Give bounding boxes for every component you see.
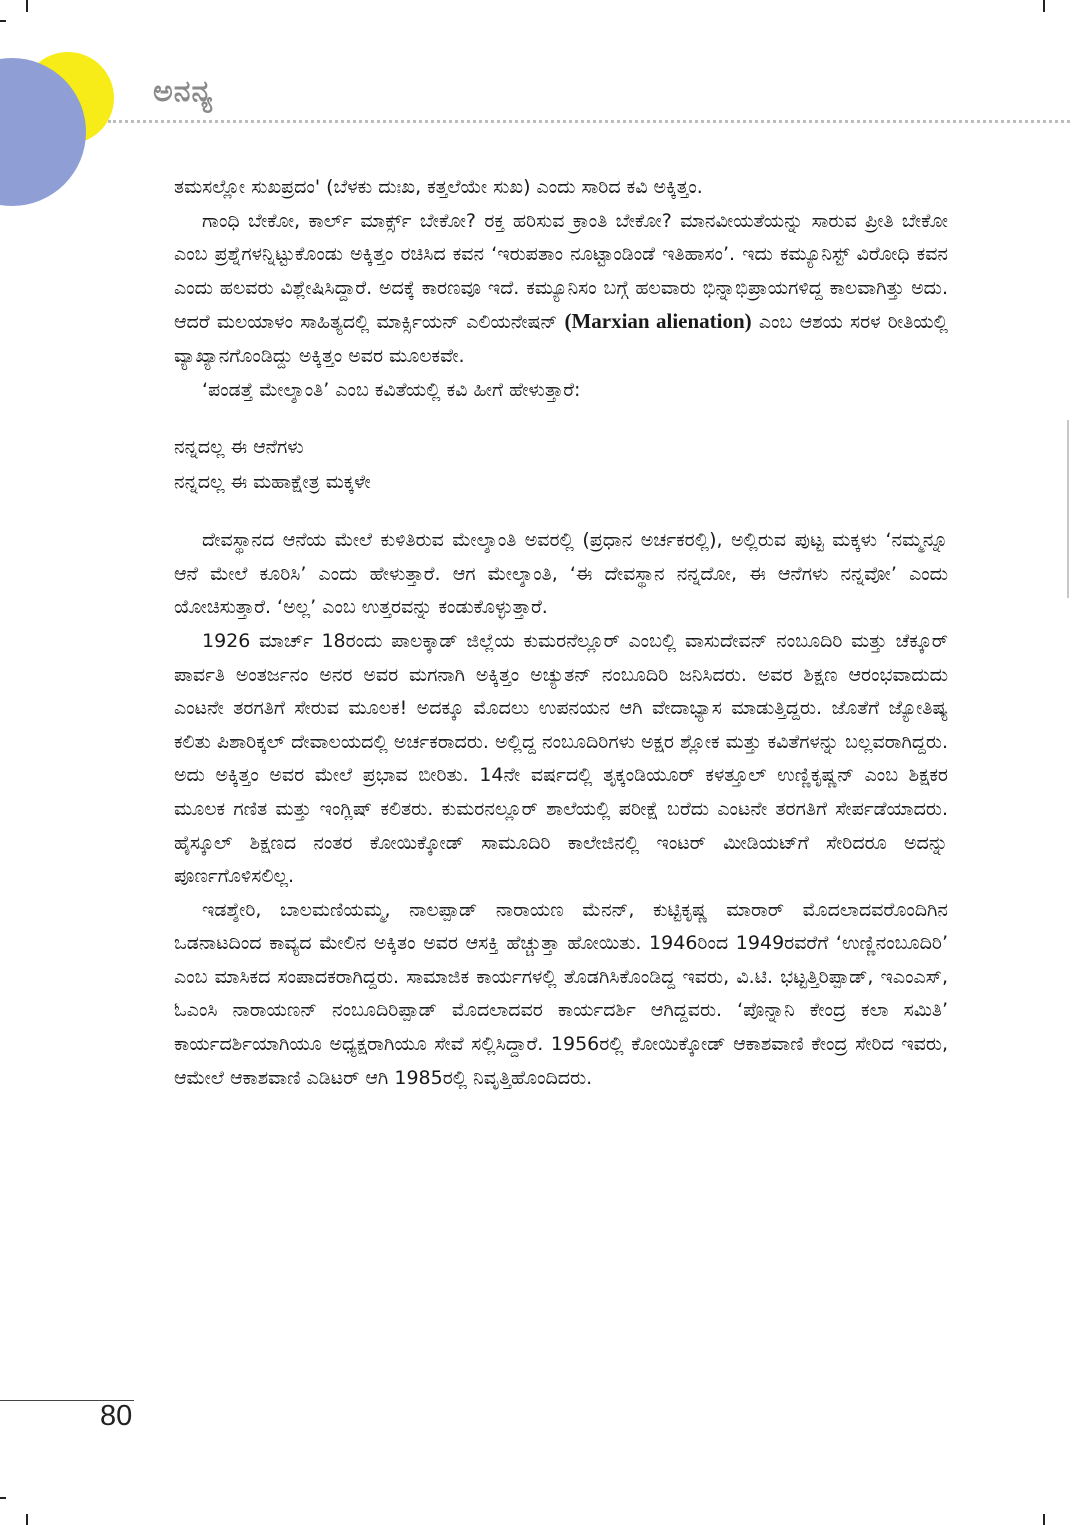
paragraph-4: ದೇವಸ್ಥಾನದ ಆನೆಯ ಮೇಲೆ ಕುಳಿತಿರುವ ಮೇಲ್ಶಾಂತಿ ಅವರಲ್ಲಿ (ಪ್ರಧಾನ ಅರ್ಚಕರಲ್ಲಿ), ಅಲ್ಲಿರುವ ಪುಟ್ಟ ಮಕ್ಕಳು ‘ನಮ್ಮನ್ನೂ ಆನೆ ಮೇಲೆ ಕೂರಿಸಿ’ ಎಂದು ಹೇಳುತ್ತಾರೆ. ಆಗ ಮೇಲ್ಶಾಂತಿ, ‘ಈ ದೇವಸ್ಥಾನ ನನ್ನದೋ, ಈ ಆನೆಗಳು ನನ್ನವೋ’ ಎಂದು ಯೋಚಿಸುತ್ತಾರೆ. ‘ಅಲ್ಲ’ ಎಂಬ ಉತ್ತರವನ್ನು ಕಂಡುಕೊಳ್ಳುತ್ತಾರೆ. xyxy=(174,529,948,619)
paragraph-6: ಇಡಶ್ಶೇರಿ, ಬಾಲಮಣಿಯಮ್ಮ, ನಾಲಪ್ಪಾಡ್ ನಾರಾಯಣ ಮೆನನ್, ಕುಟ್ಟಿಕೃಷ್ಣ ಮಾರಾರ್ ಮೊದಲಾದವರೊಂದಿಗಿನ ಒಡನಾಟದಿಂದ ಕಾವ್ಯದ ಮೇಲಿನ ಅಕ್ಕಿತಂ ಅವರ ಆಸಕ್ತಿ ಹೆಚ್ಚುತ್ತಾ ಹೋಯಿತು. 1946ರಿಂದ 1949ರವರೆಗೆ ‘ಉಣ್ಣಿನಂಬೂದಿರಿ’ ಎಂಬ ಮಾಸಿಕದ ಸಂಪಾದಕರಾಗಿದ್ದರು. ಸಾಮಾಜಿಕ ಕಾರ್ಯಗಳಲ್ಲಿ ತೊಡಗಿಸಿಕೊಂಡಿದ್ದ ಇವರು, ವಿ.ಟಿ. ಭಟ್ಟತ್ತಿರಿಪ್ಪಾಡ್, ಇಎಂಎಸ್, ಓಎಂಸಿ ನಾರಾಯಣನ್ ನಂಬೂದಿರಿಪ್ಪಾಡ್ ಮೊದಲಾದವರ ಕಾರ್ಯದರ್ಶಿ ಆಗಿದ್ದವರು. ‘ಪೊನ್ನಾನಿ ಕೇಂದ್ರ ಕಲಾ ಸಮಿತಿ’ ಕಾರ್ಯದರ್ಶಿಯಾಗಿಯೂ ಅಧ್ಯಕ್ಷರಾಗಿಯೂ ಸೇವೆ ಸಲ್ಲಿಸಿದ್ದಾರೆ. 1956ರಲ್ಲಿ ಕೋಯಿಕ್ಕೋಡ್ ಆಕಾಶವಾಣಿ ಕೇಂದ್ರ ಸೇರಿದ ಇವರು, ಆಮೇಲೆ ಆಕಾಶವಾಣಿ ಎಡಿಟರ್ ಆಗಿ 1985ರಲ್ಲಿ ನಿವೃತ್ತಿಹೊಂದಿದರು. xyxy=(174,898,948,1089)
paragraph-2-text-b: ಎಂಬ ಆಶಯ ಸರಳ ರೀತಿಯಲ್ಲಿ ವ್ಯಾಖ್ಯಾನಗೊಂಡಿದ್ದು ಅಕ್ಕಿತ್ತಂ ಅವರ ಮೂಲಕವೇ. xyxy=(174,311,948,367)
crop-mark-left xyxy=(0,20,6,22)
dotted-header-rule xyxy=(108,120,1070,123)
paragraph-2-english-term: (Marxian alienation) xyxy=(564,309,752,334)
paragraph-1: ತಮಸಲ್ಲೋ ಸುಖಪ್ರದಂ' (ಬೆಳಕು ದುಃಖ, ಕತ್ತಲೆಯೇ ಸುಖ) ಎಂದು ಸಾರಿದ ಕವಿ ಅಕ್ಕಿತ್ತಂ. xyxy=(174,176,703,198)
crop-mark-bottom xyxy=(1043,1514,1045,1525)
page-number: 80 xyxy=(100,1400,133,1432)
crop-mark-bottom xyxy=(26,1514,28,1525)
body-text xyxy=(174,171,948,1095)
crop-mark-top xyxy=(26,0,28,12)
verse-line-2: ನನ್ನದಲ್ಲ ಈ ಮಹಾಕ್ಷೇತ್ರ ಮಕ್ಕಳೇ xyxy=(174,471,371,494)
paragraph-2 xyxy=(174,205,948,374)
margin-rule xyxy=(1067,420,1069,598)
running-title: ಅನನ್ಯ xyxy=(153,74,214,109)
crop-mark-left xyxy=(0,1497,6,1499)
verse-quote xyxy=(174,430,948,500)
verse-line-1: ನನ್ನದಲ್ಲ ಈ ಆನೆಗಳು xyxy=(174,436,304,459)
paragraph-3: ‘ಪಂಡತ್ತೆ ಮೇಲ್ಶಾಂತಿ’ ಎಂಬ ಕವಿತೆಯಲ್ಲಿ ಕವಿ ಹೀಗೆ ಹೇಳುತ್ತಾರೆ: xyxy=(202,378,581,401)
crop-mark-top xyxy=(1043,0,1045,12)
paragraph-5: 1926 ಮಾರ್ಚ್ 18ರಂದು ಪಾಲಕ್ಕಾಡ್ ಜಿಲ್ಲೆಯ ಕುಮರನೆಲ್ಲೂರ್ ಎಂಬಲ್ಲಿ ವಾಸುದೇವನ್ ನಂಬೂದಿರಿ ಮತ್ತು ಚೆಕ್ಕೂರ್ ಪಾರ್ವತಿ ಅಂತರ್ಜನಂ ಅನರ ಅವರ ಮಗನಾಗಿ ಅಕ್ಕಿತ್ತಂ ಅಚ್ಯುತನ್ ನಂಬೂದಿರಿ ಜನಿಸಿದರು. ಅವರ ಶಿಕ್ಷಣ ಆರಂಭವಾದುದು ಎಂಟನೇ ತರಗತಿಗೆ ಸೇರುವ ಮೂಲಕ! ಅದಕ್ಕೂ ಮೊದಲು ಉಪನಯನ ಆಗಿ ವೇದಾಭ್ಯಾಸ ಮಾಡುತ್ತಿದ್ದರು. ಜೊತೆಗೆ ಜ್ಯೋತಿಷ್ಯ ಕಲಿತು ಪಿಶಾರಿಕ್ಕಲ್ ದೇವಾಲಯದಲ್ಲಿ ಅರ್ಚಕರಾದರು. ಅಲ್ಲಿದ್ದ ನಂಬೂದಿರಿಗಳು ಅಕ್ಷರ ಶ್ಲೋಕ ಮತ್ತು ಕವಿತೆಗಳನ್ನು ಬಲ್ಲವರಾಗಿದ್ದರು. ಅದು ಅಕ್ಕಿತ್ತಂ ಅವರ ಮೇಲೆ ಪ್ರಭಾವ ಬೀರಿತು. 14ನೇ ವರ್ಷದಲ್ಲಿ ತೃಕ್ಕಂಡಿಯೂರ್ ಕಳತ್ತೂಲ್ ಉಣ್ಣಿಕೃಷ್ಣನ್ ಎಂಬ ಶಿಕ್ಷಕರ ಮೂಲಕ ಗಣಿತ ಮತ್ತು ಇಂಗ್ಲಿಷ್ ಕಲಿತರು. ಕುಮರನಲ್ಲೂರ್ ಶಾಲೆಯಲ್ಲಿ ಪರೀಕ್ಷೆ ಬರೆದು ಎಂಟನೇ ತರಗತಿಗೆ ಸೇರ್ಪಡೆಯಾದರು. ಹೈಸ್ಕೂಲ್ ಶಿಕ್ಷಣದ ನಂತರ ಕೋಯಿಕ್ಕೋಡ್ ಸಾಮೂದಿರಿ ಕಾಲೇಜಿನಲ್ಲಿ ಇಂಟರ್ ಮೀಡಿಯಟ್‌ಗೆ ಸೇರಿದರೂ ಅದನ್ನು ಪೂರ್ಣಗೊಳಿಸಲಿಲ್ಲ. xyxy=(174,629,948,888)
paragraph-2-text-a: ಗಾಂಧಿ ಬೇಕೋ, ಕಾರ್ಲ್ ಮಾರ್ಕ್ಸ್ ಬೇಕೋ? ರಕ್ತ ಹರಿಸುವ ಕ್ರಾಂತಿ ಬೇಕೋ? ಮಾನವೀಯತೆಯನ್ನು ಸಾರುವ ಪ್ರೀತಿ ಬೇಕೋ ಎಂಬ ಪ್ರಶ್ನೆಗಳನ್ನಿಟ್ಟುಕೊಂಡು ಅಕ್ಕಿತ್ತಂ ರಚಿಸಿದ ಕವನ ‘ಇರುಪತಾಂ ನೂಟ್ಟಾಂಡಿಂಡೆ ಇತಿಹಾಸಂ’. ಇದು ಕಮ್ಯೂನಿಸ್ಟ್ ವಿರೋಧಿ ಕವನ ಎಂದು ಹಲವರು ವಿಶ್ಲೇಷಿಸಿದ್ದಾರೆ. ಅದಕ್ಕೆ ಕಾರಣವೂ ಇದೆ. ಕಮ್ಯೂನಿಸಂ ಬಗ್ಗೆ ಹಲವಾರು ಭಿನ್ನಾಭಿಪ್ರಾಯಗಳಿದ್ದ ಕಾಲವಾಗಿತ್ತು ಅದು. ಆದರೆ ಮಲಯಾಳಂ ಸಾಹಿತ್ಯದಲ್ಲಿ ಮಾರ್ಕ್ಸಿಯನ್ ಎಲಿಯನೇಷನ್ xyxy=(174,209,948,334)
